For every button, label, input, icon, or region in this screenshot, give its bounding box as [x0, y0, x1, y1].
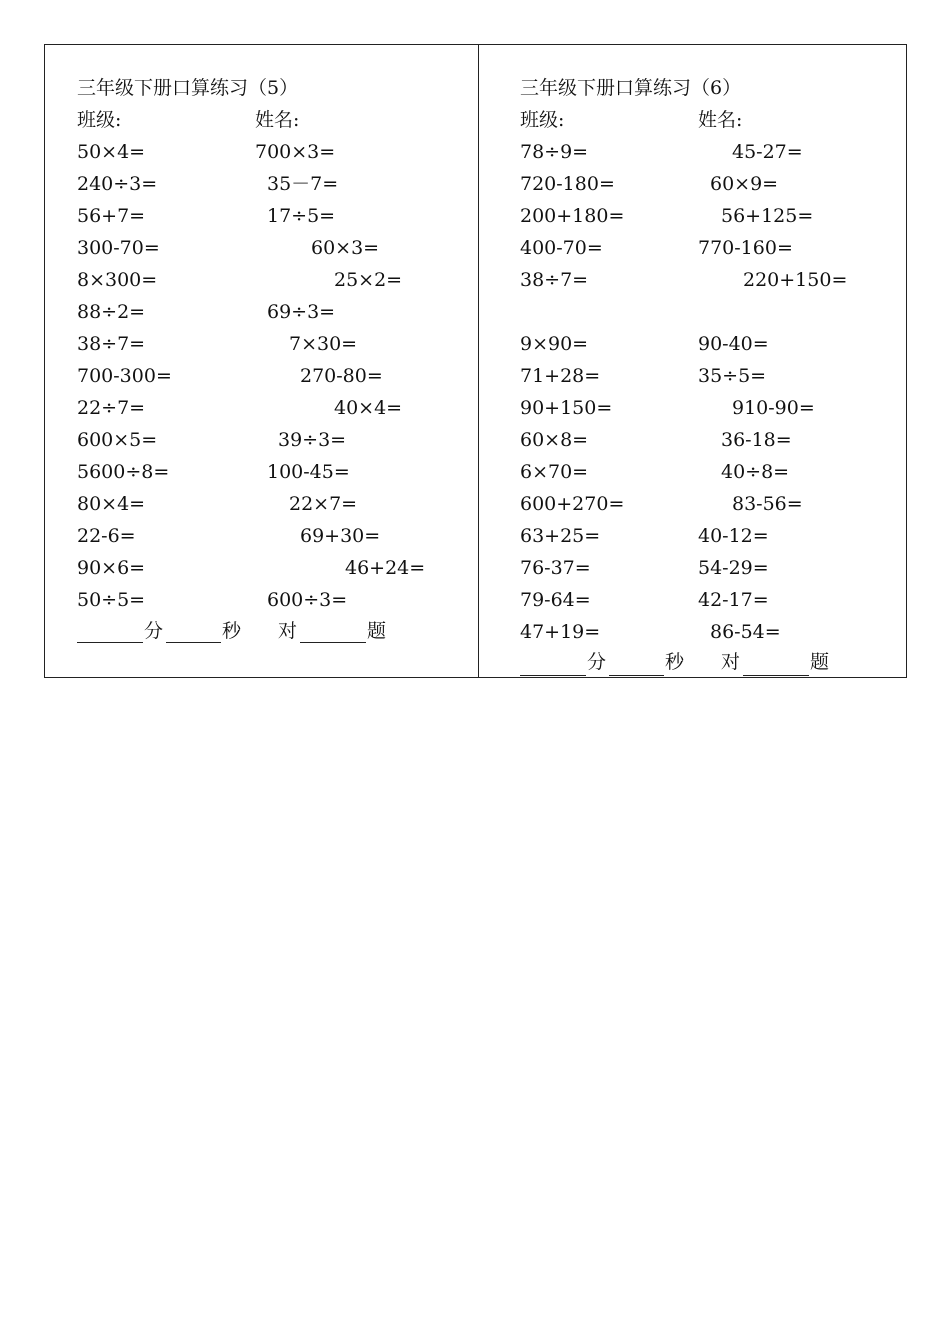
right-problem: 9×90= [520, 333, 589, 355]
correct-label: 对 [278, 620, 298, 642]
left-problem: 80×4= [77, 493, 146, 515]
right-problem: 40÷8= [721, 461, 790, 483]
left-problem: 240÷3= [77, 173, 158, 195]
column-divider [478, 44, 479, 678]
left-problem: 22-6= [77, 525, 136, 547]
right-problem: 63+25= [520, 525, 601, 547]
questions-label: 题 [367, 620, 387, 642]
right-problem: 200+180= [520, 205, 625, 227]
right-problem: 40-12= [698, 525, 769, 547]
left-problem: 7×30= [289, 333, 358, 355]
right-problem: 86-54= [710, 621, 781, 643]
minute-label: 分 [587, 651, 607, 673]
right-problem: 76-37= [520, 557, 591, 579]
right-problem: 83-56= [732, 493, 803, 515]
right-problem: 90+150= [520, 397, 613, 419]
left-problem: 88÷2= [77, 301, 146, 323]
right-problem: 45-27= [732, 141, 803, 163]
right-title: 三年级下册口算练习（6） [520, 77, 742, 99]
left-problem: 600×5= [77, 429, 158, 451]
right-problem: 220+150= [743, 269, 848, 291]
left-problem: 50×4= [77, 141, 146, 163]
right-problem: 42-17= [698, 589, 769, 611]
left-problem: 700×3= [255, 141, 336, 163]
left-problem: 56+7= [77, 205, 146, 227]
right-problem: 600+270= [520, 493, 625, 515]
correct-count-blank[interactable] [300, 642, 366, 643]
right-problem: 71+28= [520, 365, 601, 387]
left-problem: 300-70= [77, 237, 160, 259]
correct-count-blank[interactable] [743, 675, 809, 676]
minute-label: 分 [144, 620, 164, 642]
right-problem: 720-180= [520, 173, 615, 195]
left-problem: 50÷5= [77, 589, 146, 611]
left-problem: 22÷7= [77, 397, 146, 419]
left-problem: 39÷3= [278, 429, 347, 451]
left-problem: 270-80= [300, 365, 383, 387]
left-problem: 69+30= [300, 525, 381, 547]
left-problem: 46+24= [345, 557, 426, 579]
right-problem: 47+19= [520, 621, 601, 643]
left-problem: 35－7= [267, 173, 339, 195]
right-problem: 400-70= [520, 237, 603, 259]
left-problem: 38÷7= [77, 333, 146, 355]
minutes-blank[interactable] [520, 675, 586, 676]
minutes-blank[interactable] [77, 642, 143, 643]
left-problem: 69÷3= [267, 301, 336, 323]
right-problem: 38÷7= [520, 269, 589, 291]
right-problem: 90-40= [698, 333, 769, 355]
correct-label: 对 [721, 651, 741, 673]
seconds-blank[interactable] [166, 642, 221, 643]
right-problem: 910-90= [732, 397, 815, 419]
questions-label: 题 [810, 651, 830, 673]
right-problem: 78÷9= [520, 141, 589, 163]
right-problem: 770-160= [698, 237, 793, 259]
left-problem: 90×6= [77, 557, 146, 579]
second-label: 秒 [222, 620, 242, 642]
left-problem: 100-45= [267, 461, 350, 483]
right-problem: 79-64= [520, 589, 591, 611]
left-title: 三年级下册口算练习（5） [77, 77, 299, 99]
right-class-label: 班级: [520, 109, 565, 131]
right-name-label: 姓名: [698, 109, 743, 131]
left-problem: 600÷3= [267, 589, 348, 611]
worksheet-frame [44, 44, 907, 678]
left-name-label: 姓名: [255, 109, 300, 131]
right-problem: 6×70= [520, 461, 589, 483]
right-problem: 60×8= [520, 429, 589, 451]
right-problem: 54-29= [698, 557, 769, 579]
right-problem: 35÷5= [698, 365, 767, 387]
left-problem: 17÷5= [267, 205, 336, 227]
left-problem: 40×4= [334, 397, 403, 419]
right-problem: 56+125= [721, 205, 814, 227]
right-problem: 60×9= [710, 173, 779, 195]
second-label: 秒 [665, 651, 685, 673]
left-problem: 25×2= [334, 269, 403, 291]
left-problem: 60×3= [311, 237, 380, 259]
left-problem: 700-300= [77, 365, 172, 387]
left-problem: 22×7= [289, 493, 358, 515]
seconds-blank[interactable] [609, 675, 664, 676]
left-class-label: 班级: [77, 109, 122, 131]
left-problem: 8×300= [77, 269, 158, 291]
right-problem: 36-18= [721, 429, 792, 451]
left-problem: 5600÷8= [77, 461, 170, 483]
